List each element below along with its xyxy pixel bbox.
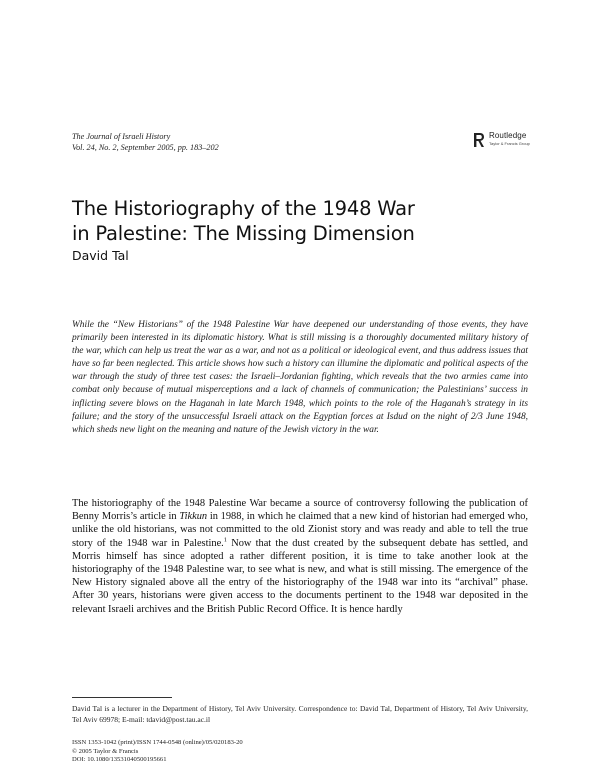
journal-name: The Journal of Israeli History <box>72 132 171 141</box>
body-text-segment-1: The historiography of the 1948 Palestine War became a source of controversy following the publication of Benny Morris’s article in <box>72 498 528 523</box>
body-italic-title: Tikkun <box>179 511 208 523</box>
article-abstract: While the “New Historians” of the 1948 Palestine War have deepened our understanding of those events, they have primarily been interested in its diplomatic history. What is still missing is a thoroughly documented military history of the war, which can help us treat the war as a war, and not as a political or ideological event, and thus address issues that have so far been neglected. This article shows how such a history can illumine the diplomatic and political aspects of the war through the study of three test cases: the Israeli–Jordanian fighting, which reveals that the two armies came into combat only because of mutual misperceptions and a lack of channels of communication; the Palestinians’ success in inflicting severe blows on the Haganah in late March 1948, which points to the role of the Haganah’s strategy in its failure; and the story of the unsuccessful Israeli attack on the Egyptian forces at Isdud on the night of 2/3 June 1948, which sheds new light on the meaning and nature of the Jewish victory in the war. <box>72 320 528 435</box>
publisher-logo <box>472 132 530 148</box>
author-footnote: David Tal is a lecturer in the Department of History, Tel Aviv University. Correspondence to: David Tal, Department of History, Tel Aviv University, Tel Aviv 69978; E-mail: tdavid@post.tau.ac.il <box>72 704 528 724</box>
publisher-name: Routledge <box>489 131 527 140</box>
publication-info <box>72 739 243 765</box>
article-title-line-1: The Historiography of the 1948 War <box>72 197 415 220</box>
footnote-divider <box>72 697 172 698</box>
article-author: David Tal <box>72 248 129 263</box>
article-body-paragraph <box>72 497 528 616</box>
body-text-segment-2: in 1988, in which he claimed that a new kind of historian had emerged who, unlike the old historians, was not committed to the old Zionist story and was ready and able to tell the true story of the 1948 war in Palestine. <box>72 511 528 549</box>
publisher-group: Taylor & Francis Group <box>489 141 530 146</box>
copyright-line: © 2005 Taylor & Francis <box>72 747 139 755</box>
body-text-segment-3: Now that the dust created by the subsequent debate has settled, and Morris himself has since adopted a rather different position, it is time to take another look at the historiography of the 1948 Palestine war, to see what is new, and what is still missing. The emergence of the New History signaled above all the entry of the historiography of the 1948 war into its “archival” phase. After 30 years, historians were given access to the documents pertinent to the 1948 war deposited in the relevant Israeli archives and the British Public Record Office. It is hence hardly <box>72 537 528 615</box>
issn-line: ISSN 1353-1042 (print)/ISSN 1744-0548 (online)/05/020183-20 <box>72 739 243 746</box>
journal-header <box>72 132 219 153</box>
footnote-marker: 1 <box>223 536 228 544</box>
article-title-line-2: in Palestine: The Missing Dimension <box>72 222 415 245</box>
routledge-logo-icon <box>472 132 485 148</box>
article-title <box>72 196 415 246</box>
doi-line: DOI: 10.1080/13531040500195661 <box>72 756 167 764</box>
journal-citation: Vol. 24, No. 2, September 2005, pp. 183–202 <box>72 142 219 152</box>
